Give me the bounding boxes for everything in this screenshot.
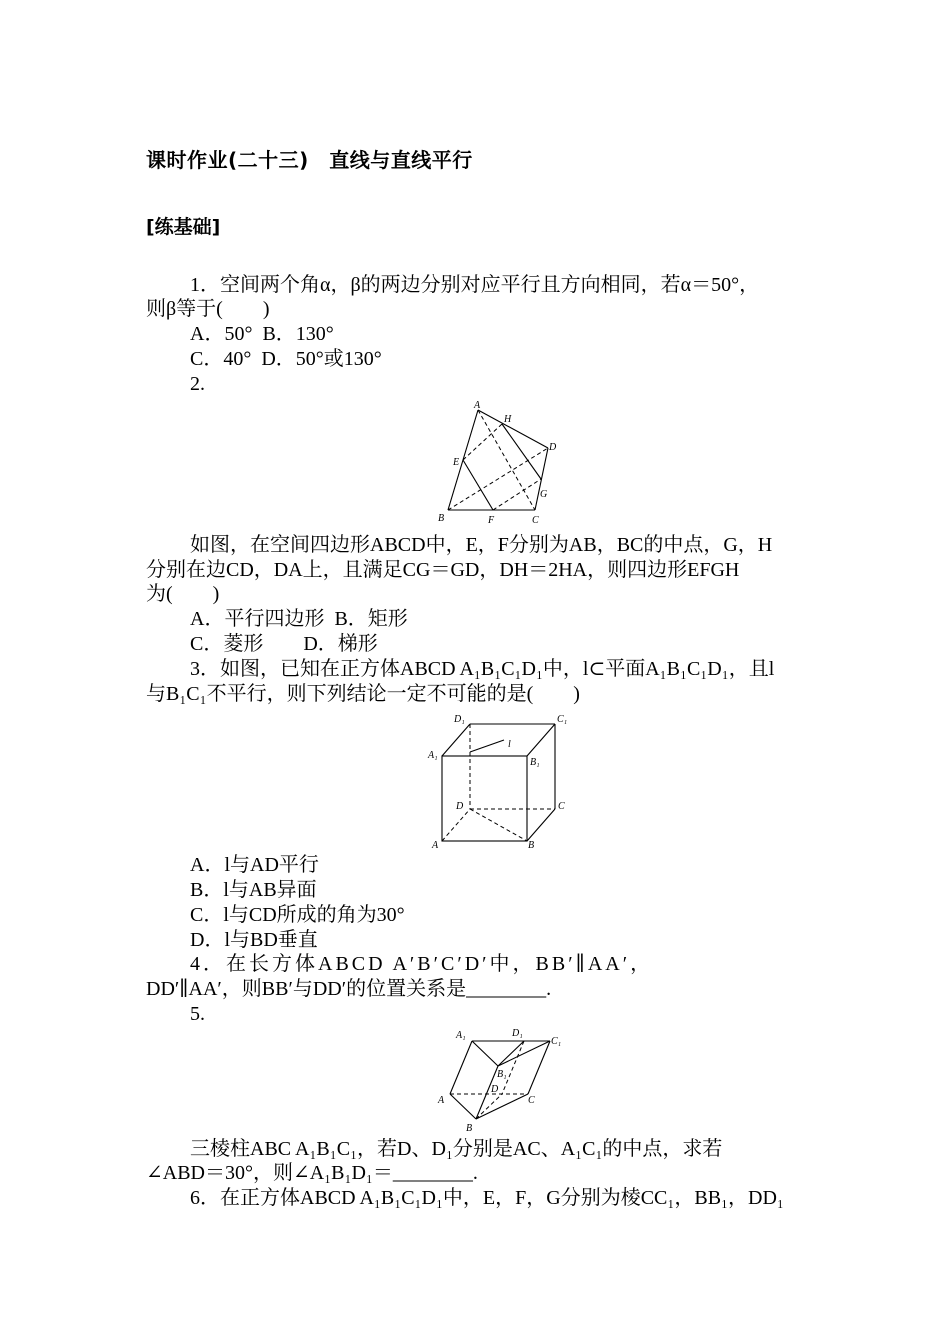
q3-label-a1: A₁ [428,750,438,761]
q3-label-d: D [456,801,464,812]
q4-stem-line1: 4．在长方体ABCD A′B′C′D′中，BB′∥AA′， [190,953,654,975]
q2-label-e: E [453,457,460,468]
q5-number: 5. [190,1003,205,1025]
q5-stem-line1: 三棱柱ABC A₁B₁C₁，若D、D₁分别是AC、A₁C₁的中点，求若 [190,1138,723,1160]
q5-label-b: B [466,1123,473,1134]
q3-option-d: D．l与BD垂直 [190,929,318,951]
q3-cube-figure [422,708,572,854]
q5-label-b1: B₁ [497,1069,507,1080]
section-heading: [练基础] [146,216,221,238]
q2-label-f: F [488,515,495,526]
q5-stem-line2: ∠ABD＝30°，则∠A₁B₁D₁＝________. [146,1162,478,1184]
q2-options-cd: C．菱形 D．梯形 [190,633,378,655]
q2-label-a: A [474,400,481,411]
q3-option-c: C．l与CD所成的角为30° [190,904,405,926]
q3-option-a: A．l与AD平行 [190,854,319,876]
q1-stem-line2: 则β等于( ) [146,298,270,320]
q3-label-d1: D₁ [454,714,465,725]
q1-options-cd: C．40° D．50°或130° [190,348,382,370]
q5-label-a1: A₁ [456,1030,466,1041]
q3-label-c1: C₁ [557,714,568,725]
q2-label-h: H [504,414,512,425]
q5-label-d1: D₁ [512,1028,523,1039]
q5-prism-figure [430,1024,570,1134]
q4-stem-line2: DD′∥AA′，则BB′与DD′的位置关系是________. [146,978,552,1000]
q5-label-a: A [438,1095,445,1106]
q2-stem-line2: 分别在边CD，DA上，且满足CG＝GD，DH＝2HA，则四边形EFGH [146,559,740,581]
q6-stem-line1: 6．在正方体ABCD A₁B₁C₁D₁中，E，F，G分别为棱CC₁，BB₁，DD₁ [190,1187,784,1209]
q3-stem-line1: 3．如图，已知在正方体ABCD A₁B₁C₁D₁中，l⊂平面A₁B₁C₁D₁，且l [190,658,775,680]
q5-label-d: D [491,1084,499,1095]
q2-number: 2. [190,373,205,395]
q5-label-c1: C₁ [551,1036,562,1047]
q1-stem-line1: 1．空间两个角α，β的两边分别对应平行且方向相同，若α＝50°， [190,274,760,296]
q2-quadrilateral-figure [430,398,560,528]
q2-stem-line1: 如图，在空间四边形ABCD中，E，F分别为AB，BC的中点，G，H [190,534,773,556]
q2-label-d: D [549,442,557,453]
page-title: 课时作业(二十三) 直线与直线平行 [146,148,473,172]
q5-label-c: C [528,1095,535,1106]
q3-label-c: C [558,801,565,812]
q2-options-ab: A．平行四边形 B．矩形 [190,608,408,630]
q3-label-l: l [508,739,511,750]
q3-label-b1: B₁ [530,757,540,768]
q2-label-c: C [532,515,539,526]
q3-label-b: B [528,840,535,851]
q3-label-a: A [432,840,439,851]
q3-option-b: B．l与AB异面 [190,879,317,901]
q1-options-ab: A．50° B．130° [190,323,334,345]
q3-stem-line2: 与B₁C₁不平行，则下列结论一定不可能的是( ) [146,683,580,705]
q2-label-b: B [438,513,445,524]
q2-label-g: G [540,489,548,500]
q2-stem-line3: 为( ) [146,583,220,605]
